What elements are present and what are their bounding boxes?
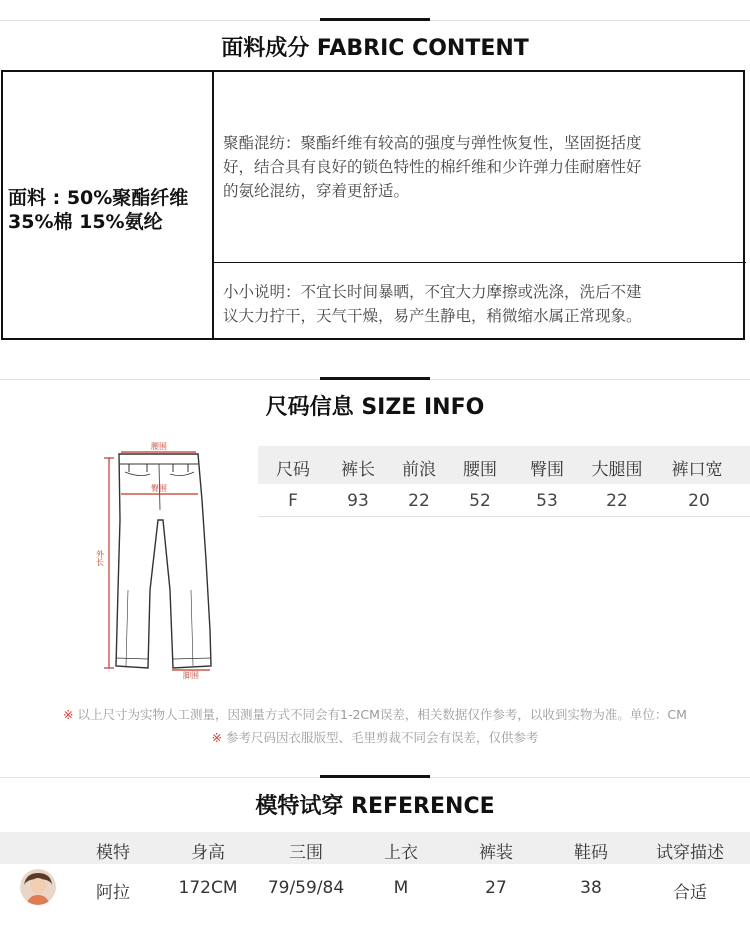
size-table-row-divider (258, 516, 750, 517)
size-value-front-rise: 22 (408, 491, 430, 511)
measurement-note-text: 以上尺寸为实物人工测量，因测量方式不同会有1-2CM误差，相关数据仅作参考，以收到实物为准。单位：CM (73, 707, 687, 722)
fabric-blend-description (223, 131, 739, 203)
size-header-thigh: 大腿围 (591, 460, 643, 480)
fabric-blend-line1: 聚酯混纺：聚酯纤维有较高的强度与弹性恢复性，坚固挺括度 (223, 134, 642, 152)
length-label: 外长 (95, 550, 105, 566)
ref-header-top: 上衣 (384, 843, 418, 863)
size-value-waist: 52 (469, 491, 491, 511)
section-title-mark (320, 377, 430, 380)
care-note-line2: 议大力拧干，天气干燥，易产生静电，稍微缩水属正常现象。 (223, 307, 642, 325)
ref-value-pants: 27 (485, 878, 507, 898)
size-header-length: 裤长 (341, 460, 375, 480)
size-value-hem-width: 20 (688, 491, 710, 511)
fabric-section-title: 面料成分 FABRIC CONTENT (221, 36, 529, 61)
ref-value-model: 阿拉 (96, 883, 130, 903)
fabric-composition (8, 186, 212, 234)
size-header-hem-width: 裤口宽 (671, 460, 723, 480)
fabric-blend-line3: 的氨纶混纺，穿着更舒适。 (223, 182, 410, 200)
size-section-title: 尺码信息 SIZE INFO (265, 395, 485, 420)
ref-value-height: 172CM (178, 878, 238, 898)
ref-header-pants: 裤装 (479, 843, 513, 863)
care-note-line1: 小小说明：不宜长时间暴晒，不宜大力摩擦或洗涤，洗后不建 (223, 283, 642, 301)
ref-value-fit: 合适 (673, 883, 707, 903)
ref-value-shoe: 38 (580, 878, 602, 898)
reference-note-text: 参考尺码因衣服版型、毛里剪裁不同会有误差，仅供参考 (225, 730, 539, 745)
reference-section-title: 模特试穿 REFERENCE (255, 794, 495, 819)
reference-note (0, 728, 750, 746)
size-header-size: 尺码 (276, 460, 310, 480)
note-mark: ※ (63, 707, 74, 722)
note-mark: ※ (211, 730, 222, 745)
size-header-waist: 腰围 (463, 460, 497, 480)
ref-value-top: M (393, 878, 409, 898)
ref-header-model: 模特 (96, 843, 130, 863)
ref-header-fit: 试穿描述 (656, 843, 724, 863)
waist-label: 腰围 (151, 442, 167, 451)
ref-header-measurements: 三围 (289, 843, 323, 863)
size-value-thigh: 22 (606, 491, 628, 511)
fabric-table-row-divider (213, 262, 746, 263)
fabric-blend-line2: 好，结合具有良好的锁色特性的棉纤维和少许弹力佳耐磨性好 (223, 158, 642, 176)
ref-header-shoe: 鞋码 (574, 843, 608, 863)
care-note (223, 280, 739, 328)
fabric-composition-line2: 35%棉 15%氨纶 (8, 211, 163, 233)
section-title-mark (320, 18, 430, 21)
hem-label: 脚围 (183, 671, 199, 680)
ref-value-measurements: 79/59/84 (267, 878, 345, 898)
size-header-front-rise: 前浪 (402, 460, 436, 480)
size-value-hip: 53 (536, 491, 558, 511)
model-avatar (20, 869, 56, 905)
pants-measurement-diagram (90, 440, 230, 680)
size-header-hip: 臀围 (530, 460, 564, 480)
size-value-length: 93 (347, 491, 369, 511)
size-value-size: F (288, 491, 298, 511)
fabric-composition-line1: 面料 : 50%聚酯纤维 (8, 187, 189, 209)
hip-label: 臀围 (151, 484, 167, 493)
measurement-note (0, 705, 750, 723)
ref-header-height: 身高 (191, 843, 225, 863)
fabric-table-divider (212, 70, 214, 340)
section-title-mark (320, 775, 430, 778)
